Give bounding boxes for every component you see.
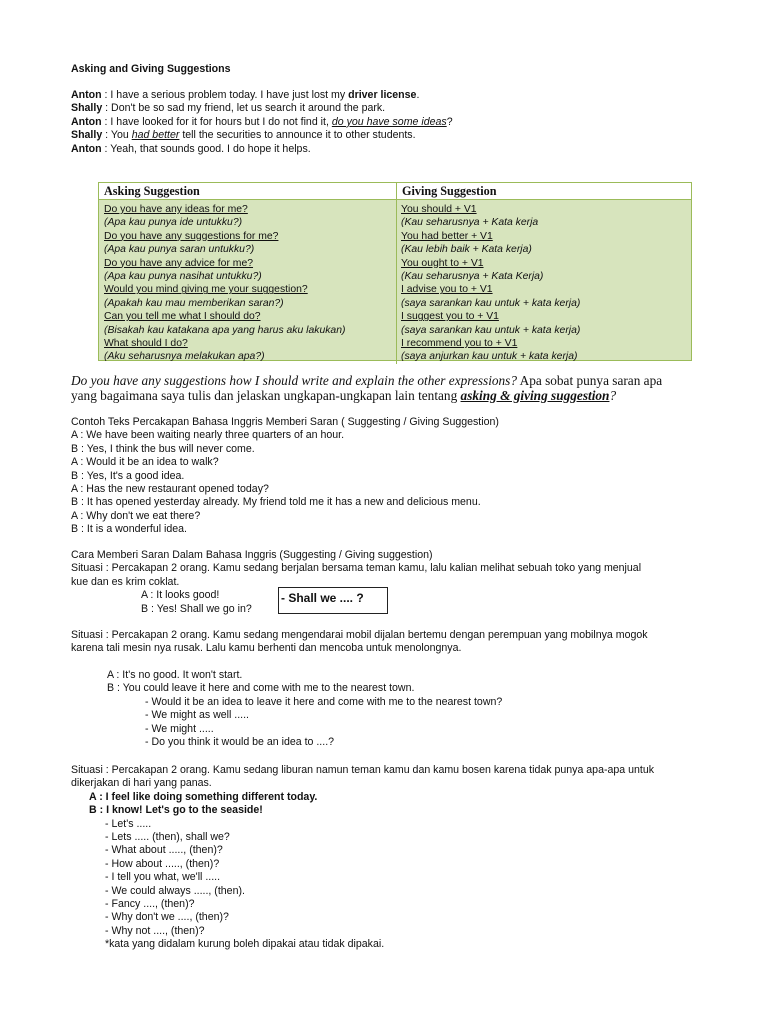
example-line: A : Would it be an idea to walk? [71,456,219,469]
speaker-name: Shally [71,102,103,115]
situation-3-a: A : I feel like doing something different today. [89,790,318,803]
dialog-block [71,89,711,156]
dialog-line [71,129,711,142]
situation-3 [71,764,711,952]
asking-entry: (Apakah kau mau memberikan saran?) [104,297,284,309]
question-rest: Apa sobat punya saran apa [517,373,663,388]
situation-3-option: - How about ....., (then)? [105,857,220,870]
giving-entry-cell [401,310,580,323]
giving-entry: (Kau seharusnya + Kata kerja [401,217,539,229]
asking-entry: Do you have any suggestions for me? [104,230,279,242]
asking-entry: (Bisakah kau katakana apa yang harus aku lakukan) [104,324,346,336]
asking-entry: (Apa kau punya saran untukku?) [104,244,255,256]
situation-3-text: Situasi : Percakapan 2 orang. Kamu sedang liburan namun teman kamu dan kamu bosen karena tidak punya apa-apa untuk [71,764,655,776]
asking-entry-cell [104,230,396,243]
giving-entry: You had better + V1 [401,230,493,242]
dialog-text: do you have some ideas [331,115,447,128]
situation-3-option: - We could always ....., (then). [105,884,245,897]
asking-entry-cell [104,270,396,283]
asking-entry: (Apa kau punya ide untukku?) [104,217,243,229]
asking-entry: (Aku seharusnya melakukan apa?) [104,351,265,363]
asking-entry: Do you have any ideas for me? [104,204,248,215]
giving-entry-cell [401,324,580,337]
situation-3-option: - Fancy ...., (then)? [105,898,195,911]
situation-3-b: B : I know! Let's go to the seaside! [89,804,263,817]
dialog-text: had better [131,129,180,142]
dialog-text: : I have looked for it for hours but I do not find it, [101,115,332,128]
giving-column [397,200,580,364]
giving-entry-cell [401,203,580,216]
asking-header: Asking Suggestion [99,183,397,199]
asking-entry-cell [104,216,396,229]
dialog-line [71,143,711,156]
speaker-name: Anton [71,89,102,101]
asking-entry-cell [104,257,396,270]
asking-entry: Can you tell me what I should do? [104,311,261,323]
asking-entry: Do you have any advice for me? [104,257,254,269]
situation-3-option: - I tell you what, we'll ..... [105,871,221,884]
example-conversation [71,416,711,537]
giving-entry: I recommend you to + V1 [401,338,518,350]
situation-2-option: - Do you think it would be an idea to ....? [145,736,335,749]
asking-entry: (Apa kau punya nasihat untukku?) [104,271,262,283]
shall-we-box [278,587,388,614]
example-heading: Contoh Teks Percakapan Bahasa Inggris Memberi Saran ( Suggesting / Giving Suggestion) [71,416,499,428]
asking-entry: Would you mind giving me your suggestion? [104,284,308,296]
question-italic: Do you have any suggestions how I should write and explain the other expressions? [71,373,518,388]
asking-entry-cell [104,324,396,337]
giving-entry-cell [401,283,580,296]
example-line: B : Yes, I think the bus will never come. [71,442,255,455]
giving-entry-cell [401,297,580,310]
situation-3-text-cont: dikerjakan di hari yang panas. [71,777,212,790]
asking-column [99,200,397,364]
giving-entry-cell [401,243,580,256]
asking-entry-cell [104,350,396,363]
document-title: Asking and Giving Suggestions [71,63,231,75]
speaker-name: Shally [71,129,103,142]
giving-entry: (saya sarankan kau untuk + kata kerja) [401,297,581,309]
situation-2-text-cont: karena tali mesin nya rusak. Lalu kamu berhenti dan mencoba untuk menolongnya. [71,642,462,655]
giving-entry-cell [401,216,580,229]
situation-2-b: B : You could leave it here and come with me to the nearest town. [107,682,415,695]
situation-2-text: Situasi : Percakapan 2 orang. Kamu sedang mengendarai mobil dijalan bertemu dengan perempuan yang mobilnya mogok [71,629,648,641]
example-line: B : Yes, It's a good idea. [71,469,185,482]
giving-entry-cell [401,230,580,243]
giving-entry: (Kau lebih baik + Kata kerja) [401,244,532,256]
giving-entry: (saya sarankan kau untuk + kata kerja) [401,324,581,336]
example-line: B : It is a wonderful idea. [71,523,188,536]
dialog-text: driver license [348,89,417,101]
cara-section [71,549,711,616]
situation-3-option: - Why not ...., (then)? [105,924,205,937]
question-line2: yang bagaimana saya tulis dan jelaskan ungkapan-ungkapan lain tentang [71,388,461,403]
asking-entry-cell [104,297,396,310]
situation-1-text-cont: kue dan es krim coklat. [71,575,180,588]
giving-entry: I suggest you to + V1 [401,311,499,323]
giving-entry: You should + V1 [401,204,477,215]
dialog-line [71,89,711,102]
giving-entry: (Kau seharusnya + Kata Kerja) [401,271,544,283]
asking-entry-cell [104,310,396,323]
example-line: A : Has the new restaurant opened today? [71,483,269,496]
asking-entry-cell [104,203,396,216]
question-emphasis: asking & giving suggestion [460,388,610,403]
giving-entry-cell [401,337,580,350]
suggestion-table [98,182,692,361]
situation-1-a: A : It looks good! [141,589,220,602]
dialog-text: tell the securities to announce it to other students. [179,129,416,142]
asking-entry: What should I do? [104,338,188,350]
example-line: A : We have been waiting nearly three quarters of an hour. [71,429,345,442]
situation-2 [71,629,711,656]
giving-entry-cell [401,350,580,363]
cara-heading: Cara Memberi Saran Dalam Bahasa Inggris (Suggesting / Giving suggestion) [71,549,433,561]
giving-entry-cell [401,257,580,270]
situation-2-dialog [71,669,711,749]
situation-3-option: - Why don't we ...., (then)? [105,911,229,924]
example-line: A : Why don't we eat there? [71,509,201,522]
situation-1-text: Situasi : Percakapan 2 orang. Kamu sedang berjalan bersama teman kamu, lalu kalian melihat sebuah toko yang menjual [71,562,642,575]
giving-entry: I advise you to + V1 [401,284,493,296]
dialog-text: . [416,89,420,101]
table-header [99,183,691,200]
question-paragraph [71,373,731,403]
shall-we-label: - Shall we .... ? [281,591,364,605]
giving-header: Giving Suggestion [402,184,497,198]
asking-entry-cell [104,243,396,256]
dialog-text: : Yeah, that sounds good. I do hope it helps. [101,142,311,155]
dialog-text: : You [102,129,132,142]
situation-3-option: - Let's ..... [105,817,152,830]
situation-2-a: A : It's no good. It won't start. [107,669,243,681]
question-end: ? [609,388,617,403]
example-line: B : It has opened yesterday already. My friend told me it has a new and delicious menu. [71,496,481,509]
giving-entry-cell [401,270,580,283]
dialog-text: : I have a serious problem today. I have just lost my [101,89,349,101]
situation-3-option: - What about ....., (then)? [105,844,223,857]
asking-entry-cell [104,283,396,296]
situation-1-b: B : Yes! Shall we go in? [141,602,252,615]
giving-entry: (saya anjurkan kau untuk + kata kerja) [401,351,578,363]
giving-entry: You ought to + V1 [401,257,484,269]
situation-2-option: - We might as well ..... [145,709,250,722]
situation-2-option: - We might ..... [145,722,214,735]
asking-entry-cell [104,337,396,350]
speaker-name: Anton [71,142,102,155]
dialog-text: ? [446,115,453,128]
dialog-text: : Don't be so sad my friend, let us search it around the park. [102,102,386,115]
speaker-name: Anton [71,115,102,128]
situation-2-option: - Would it be an idea to leave it here and come with me to the nearest town? [145,695,503,708]
dialog-line [71,116,711,129]
situation-3-option: - Lets ..... (then), shall we? [105,831,230,844]
dialog-line [71,102,711,115]
footnote: *kata yang didalam kurung boleh dipakai atau tidak dipakai. [105,938,385,951]
